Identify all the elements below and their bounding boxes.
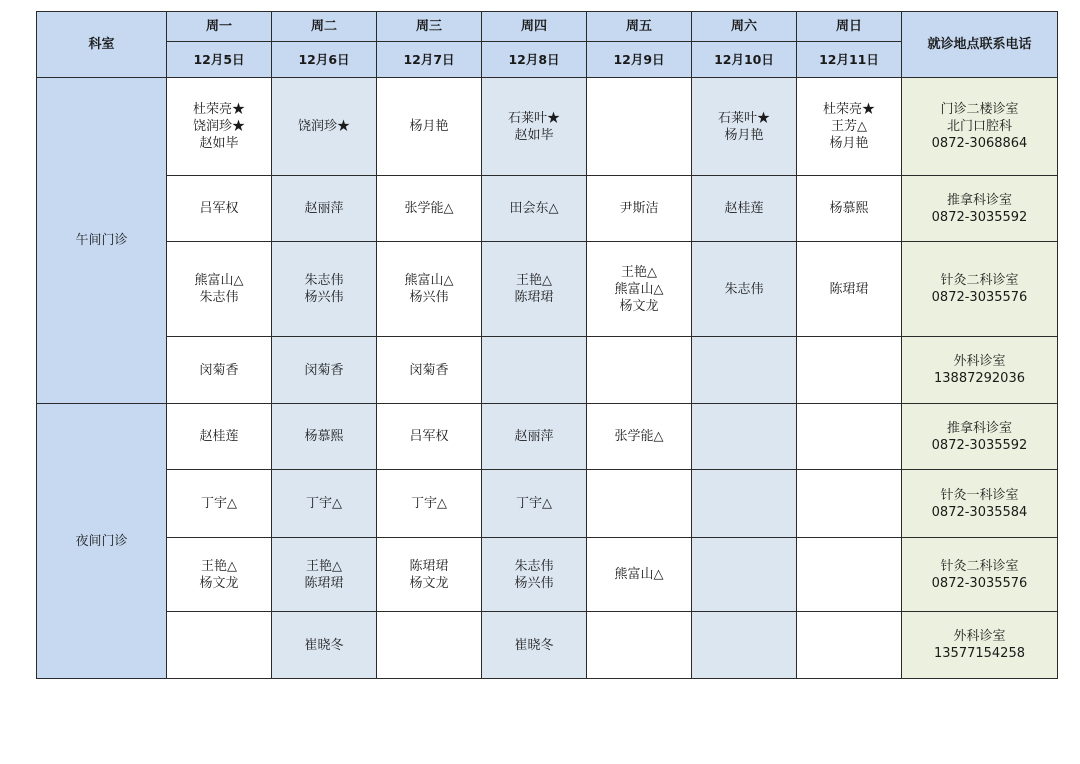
doctor-cell: 丁宇△ <box>167 470 272 538</box>
weekday-header: 周一 <box>167 12 272 42</box>
doctor-cell: 杨慕熙 <box>797 176 902 242</box>
doctor-cell <box>797 538 902 612</box>
location-cell: 针灸一科诊室 0872-3035584 <box>902 470 1058 538</box>
doctor-cell <box>167 612 272 679</box>
doctor-cell: 吕军权 <box>377 404 482 470</box>
doctor-cell: 朱志伟 杨兴伟 <box>272 242 377 337</box>
doctor-cell: 赵丽萍 <box>272 176 377 242</box>
location-cell: 针灸二科诊室 0872-3035576 <box>902 538 1058 612</box>
weekday-header: 周二 <box>272 12 377 42</box>
doctor-cell: 闵菊香 <box>377 337 482 404</box>
dept-header: 科室 <box>37 12 167 78</box>
table-row <box>37 470 1058 538</box>
weekday-header: 周四 <box>482 12 587 42</box>
table-row <box>37 242 1058 337</box>
doctor-cell: 陈珺珺 杨文龙 <box>377 538 482 612</box>
doctor-cell: 王艳△ 杨文龙 <box>167 538 272 612</box>
doctor-cell: 赵丽萍 <box>482 404 587 470</box>
date-header: 12月10日 <box>692 42 797 78</box>
doctor-cell: 闵菊香 <box>167 337 272 404</box>
doctor-cell: 丁宇△ <box>272 470 377 538</box>
location-cell: 外科诊室 13887292036 <box>902 337 1058 404</box>
date-header: 12月11日 <box>797 42 902 78</box>
doctor-cell <box>692 612 797 679</box>
doctor-cell: 崔晓冬 <box>272 612 377 679</box>
doctor-cell <box>587 337 692 404</box>
doctor-cell <box>692 337 797 404</box>
doctor-cell <box>377 612 482 679</box>
duty-schedule-table <box>36 11 1058 679</box>
session-label-noon: 午间门诊 <box>37 78 167 404</box>
doctor-cell: 崔晓冬 <box>482 612 587 679</box>
date-header: 12月9日 <box>587 42 692 78</box>
doctor-cell: 丁宇△ <box>377 470 482 538</box>
location-header: 就诊地点联系电话 <box>902 12 1058 78</box>
session-label-night: 夜间门诊 <box>37 404 167 679</box>
doctor-cell <box>482 337 587 404</box>
doctor-cell <box>692 470 797 538</box>
doctor-cell: 杨慕熙 <box>272 404 377 470</box>
doctor-cell: 朱志伟 杨兴伟 <box>482 538 587 612</box>
doctor-cell: 王艳△ 陈珺珺 <box>482 242 587 337</box>
table-row <box>37 337 1058 404</box>
doctor-cell <box>797 612 902 679</box>
doctor-cell <box>797 337 902 404</box>
location-cell: 外科诊室 13577154258 <box>902 612 1058 679</box>
doctor-cell <box>692 404 797 470</box>
location-cell: 门诊二楼诊室 北门口腔科 0872-3068864 <box>902 78 1058 176</box>
location-cell: 推拿科诊室 0872-3035592 <box>902 404 1058 470</box>
date-header: 12月6日 <box>272 42 377 78</box>
doctor-cell: 赵桂莲 <box>167 404 272 470</box>
doctor-cell <box>692 538 797 612</box>
location-cell: 推拿科诊室 0872-3035592 <box>902 176 1058 242</box>
doctor-cell: 饶润珍★ <box>272 78 377 176</box>
doctor-cell: 张学能△ <box>587 404 692 470</box>
doctor-cell: 丁宇△ <box>482 470 587 538</box>
doctor-cell: 陈珺珺 <box>797 242 902 337</box>
weekday-header: 周三 <box>377 12 482 42</box>
table-row <box>37 176 1058 242</box>
doctor-cell: 王艳△ 熊富山△ 杨文龙 <box>587 242 692 337</box>
doctor-cell <box>797 404 902 470</box>
doctor-cell: 石莱叶★ 赵如毕 <box>482 78 587 176</box>
doctor-cell <box>587 612 692 679</box>
table-row <box>37 78 1058 176</box>
doctor-cell: 杜荣亮★ 王芳△ 杨月艳 <box>797 78 902 176</box>
weekday-header: 周六 <box>692 12 797 42</box>
doctor-cell <box>797 470 902 538</box>
location-cell: 针灸二科诊室 0872-3035576 <box>902 242 1058 337</box>
doctor-cell: 熊富山△ 朱志伟 <box>167 242 272 337</box>
doctor-cell <box>587 78 692 176</box>
header-weekday-row <box>37 12 1058 42</box>
doctor-cell: 熊富山△ 杨兴伟 <box>377 242 482 337</box>
weekday-header: 周日 <box>797 12 902 42</box>
doctor-cell: 张学能△ <box>377 176 482 242</box>
doctor-cell: 闵菊香 <box>272 337 377 404</box>
table-row <box>37 404 1058 470</box>
weekday-header: 周五 <box>587 12 692 42</box>
doctor-cell: 石莱叶★ 杨月艳 <box>692 78 797 176</box>
doctor-cell: 王艳△ 陈珺珺 <box>272 538 377 612</box>
table-row <box>37 538 1058 612</box>
doctor-cell: 熊富山△ <box>587 538 692 612</box>
doctor-cell: 杨月艳 <box>377 78 482 176</box>
doctor-cell: 田会东△ <box>482 176 587 242</box>
doctor-cell: 尹斯洁 <box>587 176 692 242</box>
doctor-cell: 杜荣亮★ 饶润珍★ 赵如毕 <box>167 78 272 176</box>
doctor-cell: 吕军权 <box>167 176 272 242</box>
doctor-cell: 赵桂莲 <box>692 176 797 242</box>
date-header: 12月7日 <box>377 42 482 78</box>
date-header: 12月5日 <box>167 42 272 78</box>
date-header: 12月8日 <box>482 42 587 78</box>
doctor-cell: 朱志伟 <box>692 242 797 337</box>
doctor-cell <box>587 470 692 538</box>
table-row <box>37 612 1058 679</box>
